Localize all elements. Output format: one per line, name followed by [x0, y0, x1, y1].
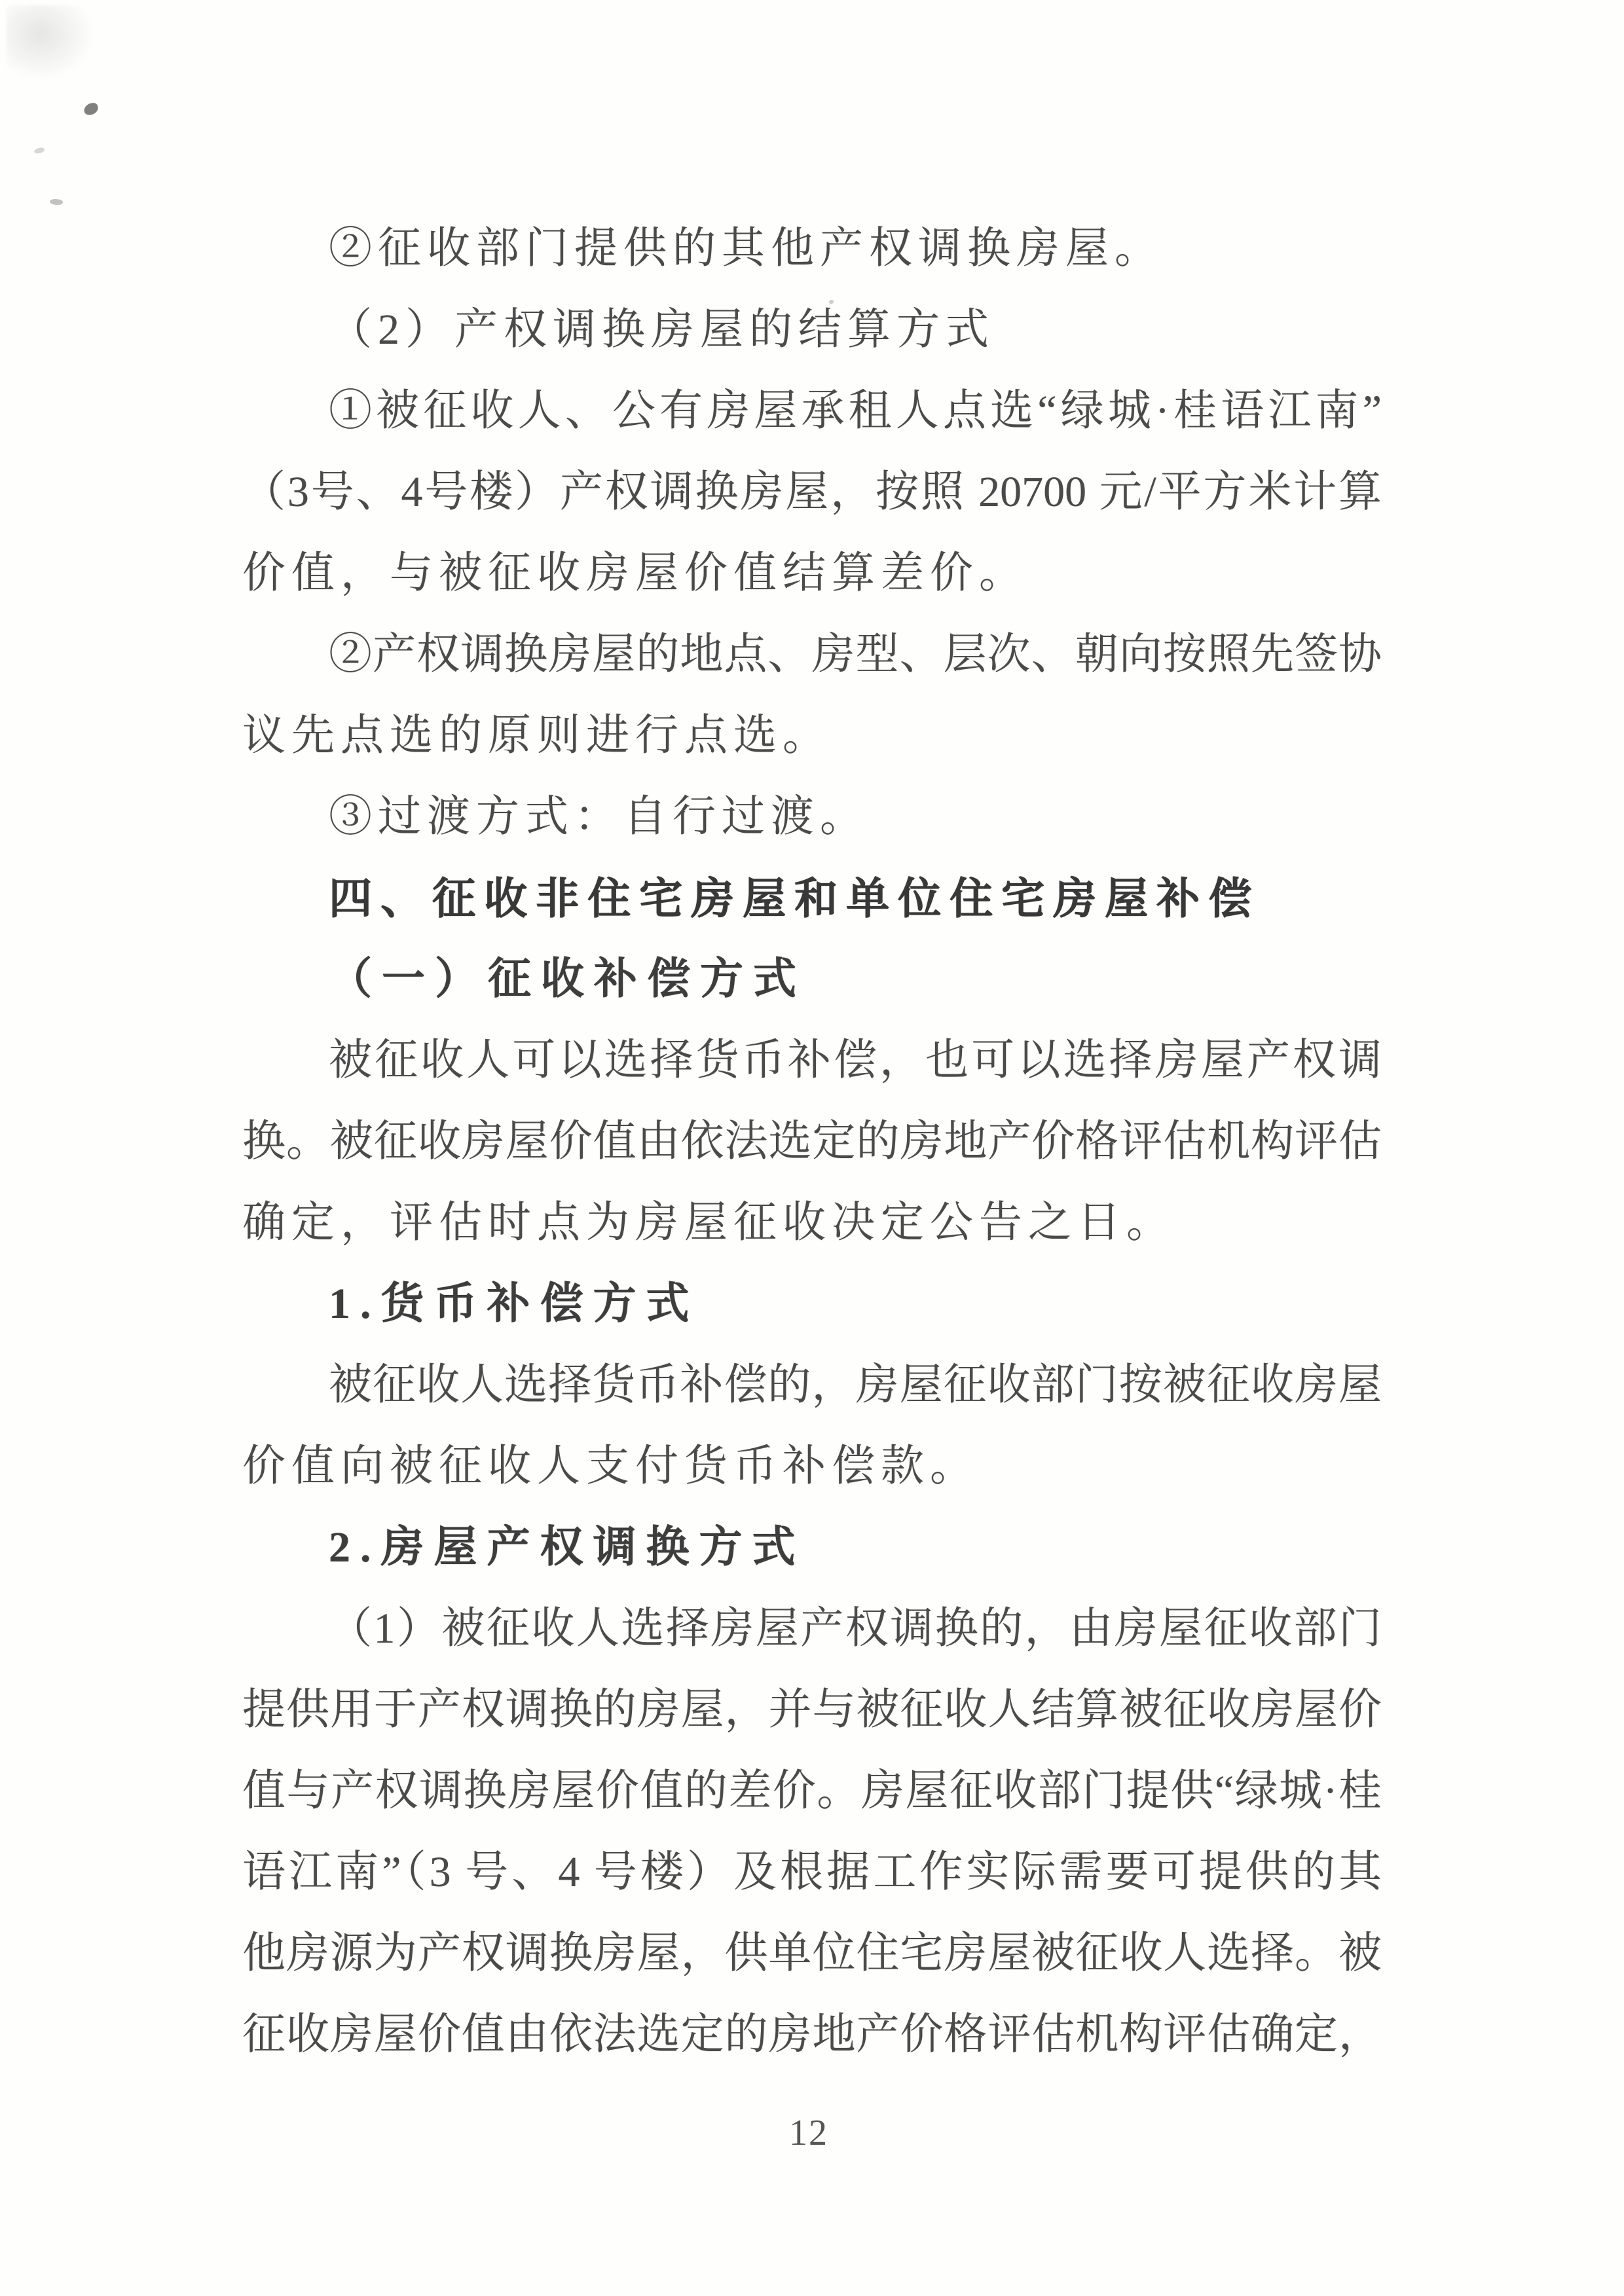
scan-smudge-artifact	[7, 5, 92, 77]
subsection-heading: 1.货币补偿方式	[329, 1280, 699, 1328]
text-line: 语江南”（3 号、4 号楼）及根据工作实际需要可提供的其	[242, 1848, 1382, 1896]
section-heading: 四、征收非住宅房屋和单位住宅房屋补偿	[329, 874, 1260, 922]
text-line: 他房源为产权调换房屋，供单位住宅房屋被征收人选择。被	[242, 1929, 1382, 1977]
subsection-heading: （一）征收补偿方式	[329, 955, 806, 1003]
text-line: 征收房屋价值由依法选定的房地产价格评估机构评估确定，	[242, 2011, 1382, 2058]
text-line: 被征收人可以选择货币补偿，也可以选择房屋产权调	[329, 1036, 1382, 1084]
subsection-heading: 2.房屋产权调换方式	[329, 1523, 805, 1571]
document-body	[242, 208, 1382, 2075]
text-line: ①被征收人、公有房屋承租人点选“绿城·桂语江南”	[329, 387, 1382, 435]
scan-speck-artifact	[83, 101, 100, 117]
text-line: ②产权调换房屋的地点、房型、层次、朝向按照先签协	[329, 630, 1382, 678]
scan-speck-artifact	[33, 147, 45, 155]
text-line: 值与产权调换房屋价值的差价。房屋征收部门提供“绿城·桂	[242, 1767, 1382, 1815]
page-number: 12	[789, 2113, 828, 2153]
text-line: ③过渡方式：自行过渡。	[329, 793, 869, 841]
text-line: （2）产权调换房屋的结算方式	[329, 306, 995, 354]
text-line: ②征收部门提供的其他产权调换房屋。	[329, 225, 1164, 272]
text-line: 提供用于产权调换的房屋，并与被征收人结算被征收房屋价	[242, 1686, 1382, 1734]
text-line: （3号、4号楼）产权调换房屋，按照 20700 元/平方米计算	[242, 468, 1382, 516]
text-line: 价值向被征收人支付货币补偿款。	[242, 1442, 979, 1490]
text-line: 确定，评估时点为房屋征收决定公告之日。	[242, 1199, 1175, 1247]
text-line: 议先点选的原则进行点选。	[242, 712, 832, 759]
text-line: （1）被征收人选择房屋产权调换的，由房屋征收部门	[329, 1605, 1382, 1652]
text-line: 被征收人选择货币补偿的，房屋征收部门按被征收房屋	[329, 1361, 1382, 1409]
scan-speck-artifact	[49, 198, 63, 206]
text-line: 换。被征收房屋价值由依法选定的房地产价格评估机构评估	[242, 1118, 1382, 1165]
text-line: 价值，与被征收房屋价值结算差价。	[242, 549, 1028, 597]
